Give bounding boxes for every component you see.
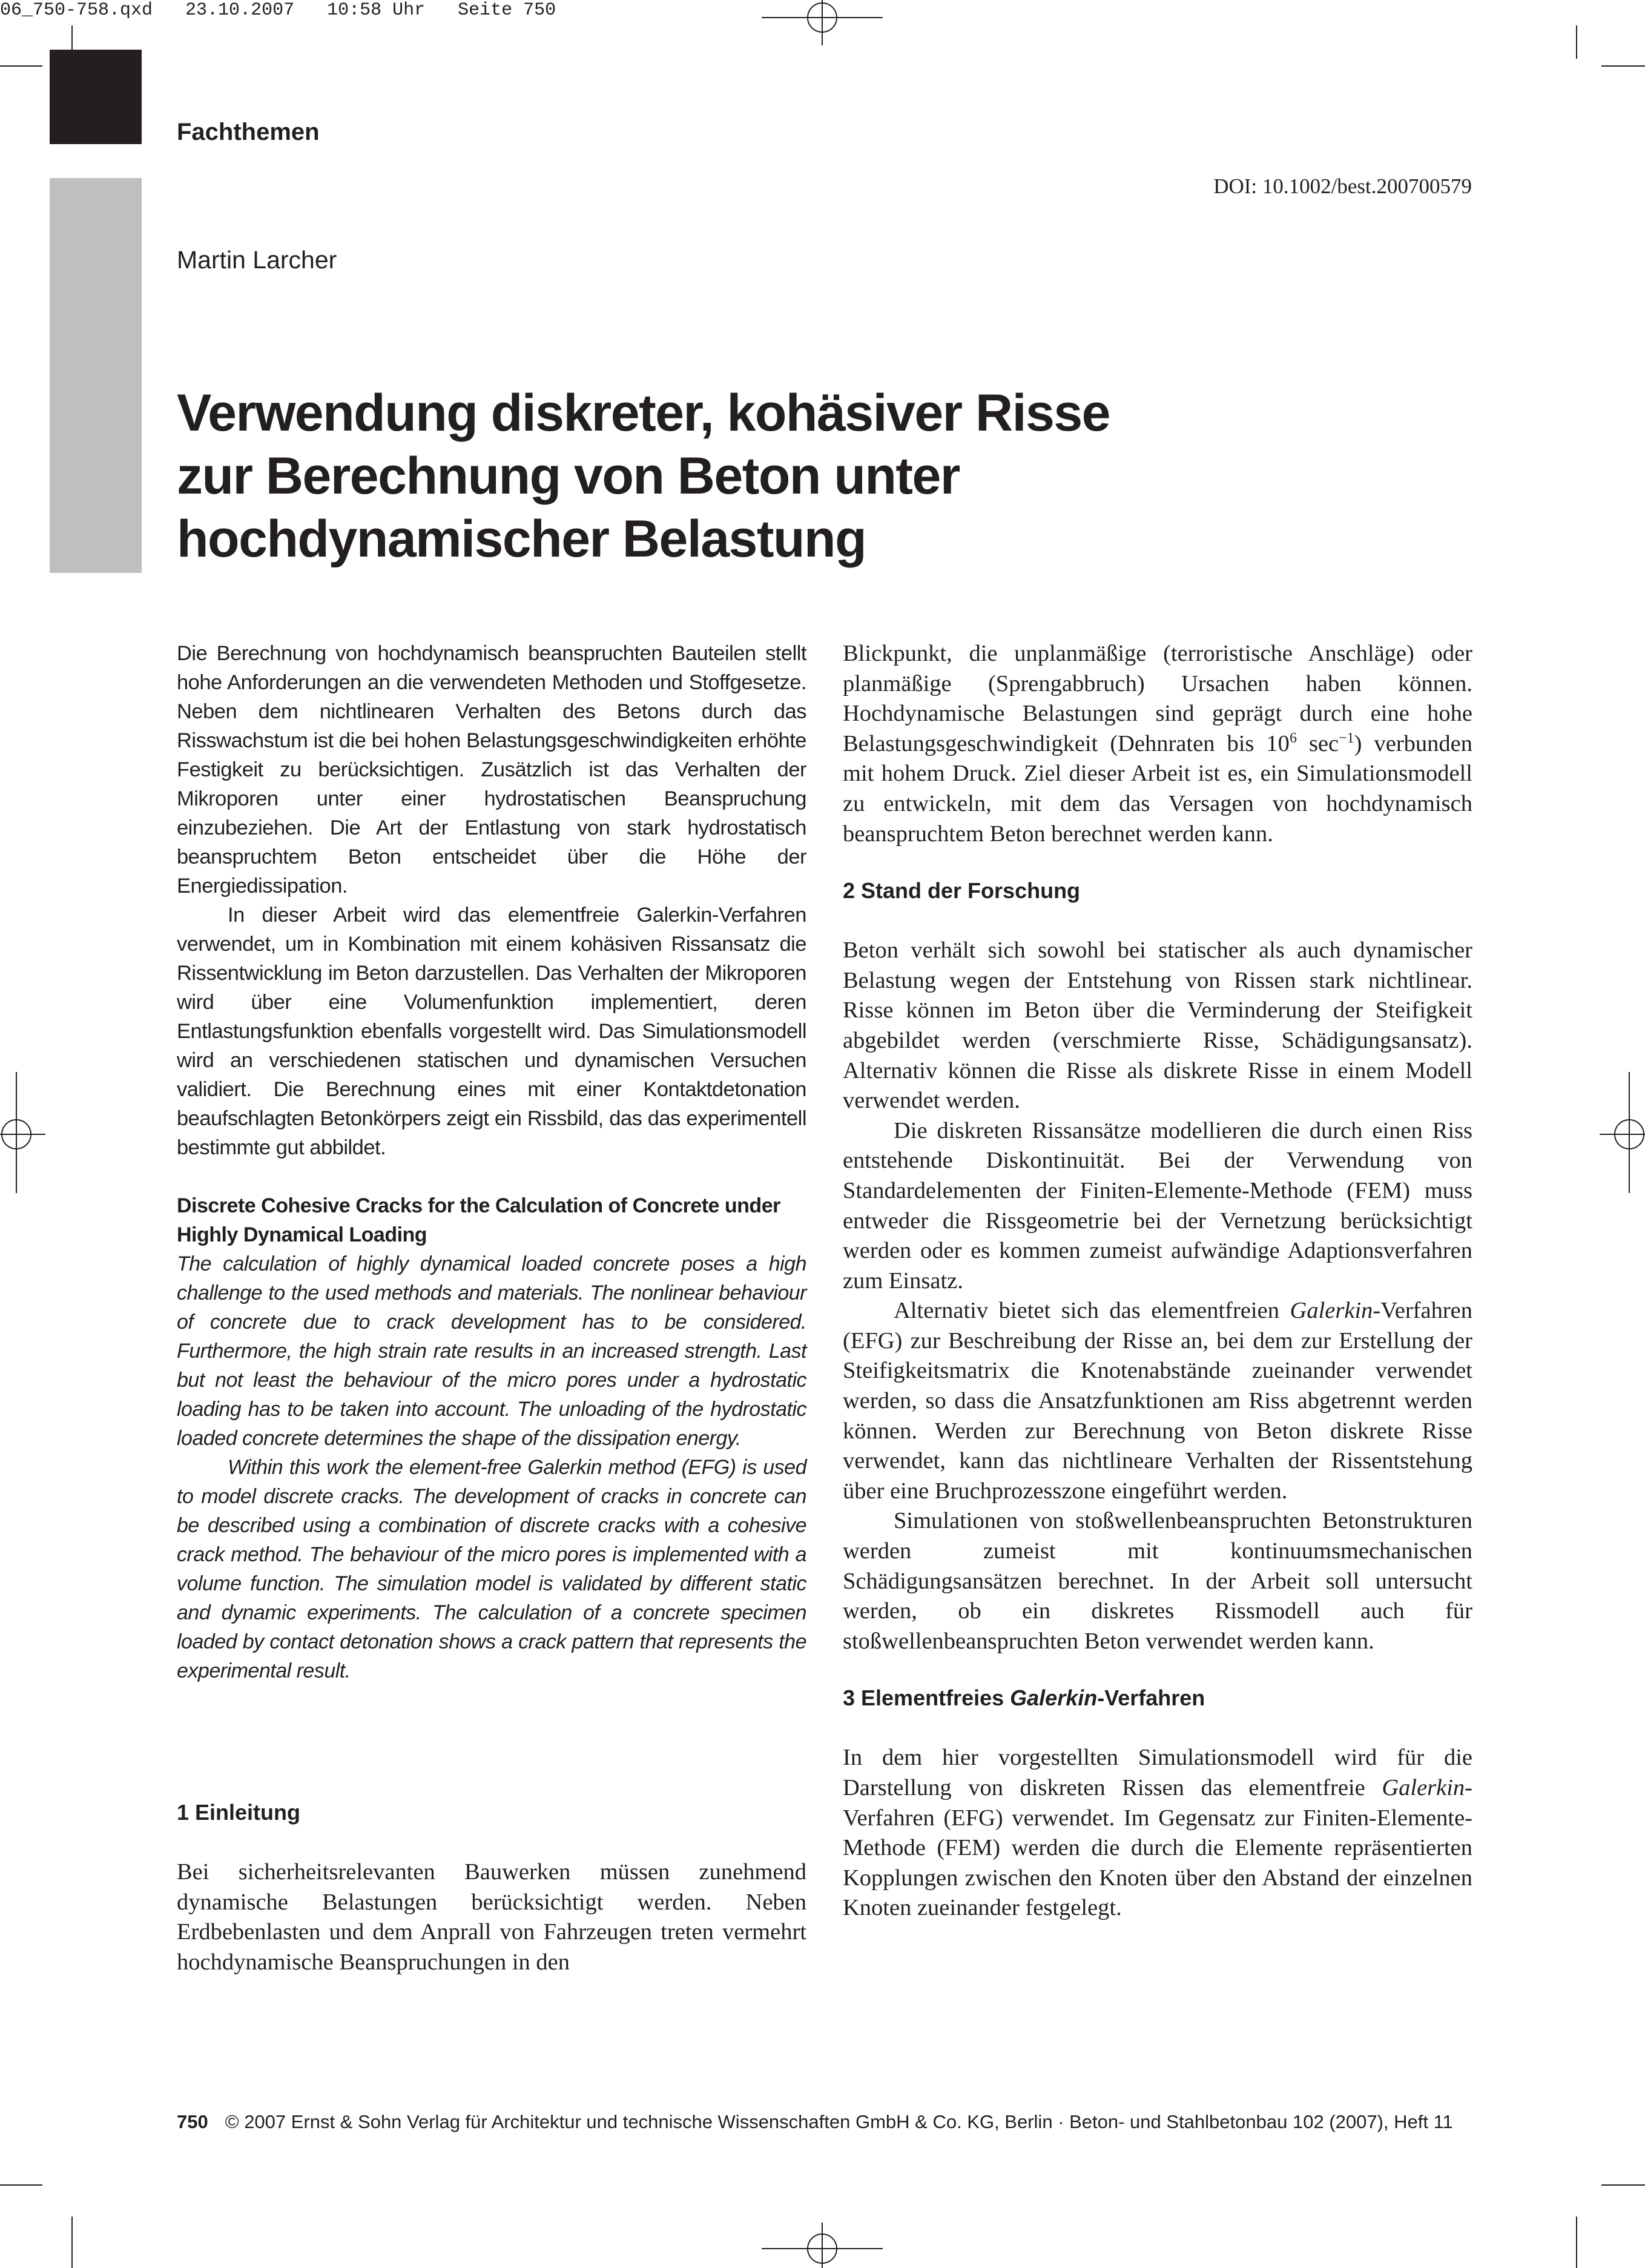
registration-target-icon bbox=[807, 2233, 837, 2264]
body-paragraph: In dem hier vorgestellten Simulationsmodell wird für die Darstellung von diskreten Rissen das elementfreie Galerkin-Verfahren (EFG) verwendet. Im Gegensatz zur Finiten-Elemente-Methode (FEM) werden die durch die Elemente repräsentierten Kopplungen zwischen den Knoten über den Abstand der einzelnen Knoten zueinander festgelegt. bbox=[843, 1745, 1472, 1921]
body-paragraph: Simulationen von stoßwellenbeanspruchten Betonstrukturen werden zumeist mit kontinuumsmechanischen Schädigungsansätzen berechnet. In der Arbeit soll untersucht werden, ob ein diskretes Rissmodell auch für stoßwellenbeanspruchten Beton verwendet werden kann. bbox=[843, 1508, 1472, 1654]
page-footer bbox=[177, 2111, 1453, 2133]
section-body bbox=[843, 639, 1472, 849]
crop-mark bbox=[0, 65, 42, 67]
crop-mark bbox=[71, 2217, 73, 2268]
title-line: Verwendung diskreter, kohäsiver Risse bbox=[177, 384, 1110, 442]
body-paragraph: Die diskreten Rissansätze modellieren die durch einen Riss entstehende Diskontinuität. Bei der Verwendung von Standardelementen der Finiten-Elemente-Methode (FEM) muss entweder die Rissgeometrie bei der Vernetzung berücksichtigt werden oder es kommen zumeist aufwändige Adaptionsverfahren zum Einsatz. bbox=[843, 1117, 1472, 1294]
abstract-german bbox=[177, 639, 806, 1162]
page-number: 750 bbox=[177, 2111, 208, 2132]
section-heading: 2 Stand der Forschung bbox=[843, 878, 1081, 904]
section-heading: 3 Elementfreies Galerkin-Verfahren bbox=[843, 1685, 1205, 1711]
article-title bbox=[177, 382, 1146, 570]
section-body bbox=[843, 1743, 1472, 1923]
abstract-english bbox=[177, 1249, 806, 1685]
abstract-paragraph: The calculation of highly dynamical loaded concrete poses a high challenge to the used methods and materials. The nonlinear behaviour of concrete due to crack development has to be considered. Furthermore, the high strain rate results in an increased strength. Last but not least the behaviour of the micro pores under a hydrostatic loading has to be taken into account. The unloading of the hydrostatic loaded concrete determines the shape of the dissipation energy. bbox=[177, 1252, 806, 1450]
crop-mark bbox=[1601, 65, 1645, 67]
title-line: zur Berechnung von Beton unter bbox=[177, 447, 960, 505]
registration-target-icon bbox=[1, 1119, 31, 1149]
crop-mark bbox=[1576, 2217, 1577, 2268]
section-body bbox=[177, 1857, 806, 1977]
title-line: hochdynamischer Belastung bbox=[177, 510, 866, 568]
doi: DOI: 10.1002/best.200700579 bbox=[1213, 174, 1472, 198]
crop-mark bbox=[0, 2184, 42, 2186]
section-heading: 1 Einleitung bbox=[177, 1800, 301, 1825]
right-column bbox=[843, 639, 1472, 1923]
body-paragraph: Bei sicherheitsrelevanten Bauwerken müssen zunehmend dynamische Belastungen berücksichtigt werden. Neben Erdbebenlasten und dem Anprall von Fahrzeugen treten vermehrt hochdynamische Beanspruchungen in den bbox=[177, 1859, 806, 1975]
footer-copyright: © 2007 Ernst & Sohn Verlag für Architektur und technische Wissenschaften GmbH & Co. KG, Berlin · Beton- und Stahlbetonbau 102 (2007), Heft 11 bbox=[225, 2111, 1453, 2132]
abstract-paragraph: Within this work the element-free Galerkin method (EFG) is used to model discrete cracks. The development of cracks in concrete can be described using a combination of discrete cracks with a cohesive crack method. The behaviour of the micro pores is implemented with a volume function. The simulation model is validated by different static and dynamic experiments. The calculation of a concrete specimen loaded by contact detonation shows a crack pattern that represents the experimental result. bbox=[177, 1456, 806, 1682]
registration-target-icon bbox=[1614, 1119, 1644, 1149]
title-side-bar bbox=[50, 178, 142, 573]
registration-target-icon bbox=[807, 2, 837, 33]
english-abstract-title: Discrete Cohesive Cracks for the Calculation of Concrete under Highly Dynamical Loading bbox=[177, 1194, 780, 1246]
crop-mark bbox=[1576, 25, 1577, 59]
abstract-paragraph: In dieser Arbeit wird das elementfreie Galerkin-Verfahren verwendet, um in Kombination mit einem kohäsiven Rissansatz die Rissentwicklung im Beton darzustellen. Das Verhalten der Mikroporen wird über eine Volumenfunktion implementiert, deren Entlastungsfunktion ebenfalls vorgestellt wird. Das Simulationsmodell wird an verschiedenen statischen und dynamischen Versuchen validiert. Die Berechnung eines mit einer Kontaktdetonation beaufschlagten Betonkörpers zeigt ein Rissbild, das das experimentell bestimmte gut abbildet. bbox=[177, 904, 806, 1159]
body-paragraph: Alternativ bietet sich das elementfreien Galerkin-Verfahren (EFG) zur Beschreibung der Risse an, bei dem zur Erstellung der Steifigkeitsmatrix die Knotenabstände zueinander verwendet werden, so dass die Ansatzfunktionen am Riss abgetrennt werden können. Werden zur Berechnung von Beton diskrete Risse verwendet, kann das nichtlineare Verhalten der Rissentstehung über eine Bruchprozesszone eingeführt werden. bbox=[843, 1298, 1472, 1504]
section-body bbox=[843, 936, 1472, 1656]
crop-mark bbox=[1601, 2184, 1645, 2186]
left-column bbox=[177, 639, 806, 1977]
section-label: Fachthemen bbox=[177, 119, 320, 145]
body-paragraph: Beton verhält sich sowohl bei statischer als auch dynamischer Belastung wegen der Entstehung von Rissen stark nichtlinear. Risse können im Beton über die Verminderung der Steifigkeit abgebildet werden (verschmierte Risse, Schädigungsansatz). Alternativ können die Risse als diskrete Risse in einem Modell verwendet werden. bbox=[843, 937, 1472, 1114]
print-slug: 06_750-758.qxd 23.10.2007 10:58 Uhr Seite 750 bbox=[0, 0, 556, 21]
abstract-paragraph: Die Berechnung von hochdynamisch beanspruchten Bauteilen stellt hohe Anforderungen an die verwendeten Methoden und Stoffgesetze. Neben dem nichtlinearen Verhalten des Betons durch das Risswachstum ist die bei hohen Belastungsgeschwindigkeiten erhöhte Festigkeit zu berücksichtigen. Zusätzlich ist das Verhalten der Mikroporen unter einer hydrostatischen Beanspruchung einzubeziehen. Die Art der Entlastung von stark hydrostatisch beanspruchtem Beton entscheidet über die Höhe der Energiedissipation. bbox=[177, 642, 806, 898]
section-marker-block bbox=[50, 50, 142, 144]
author: Martin Larcher bbox=[177, 246, 337, 274]
body-paragraph: Blickpunkt, die unplanmäßige (terroristische Anschläge) oder planmäßige (Sprengabbruch) Ursachen haben können. Hochdynamische Belastungen sind geprägt durch eine hohe Belastungsgeschwindigkeit (Dehnraten bis $10^6$ $\sec^{-1}$) verbunden mit hohem Druck. Ziel dieser Arbeit ist es, ein Simulationsmodell zu entwickeln, mit dem das Versagen von hochdynamisch beanspruchtem Beton berechnet werden kann. bbox=[843, 641, 1472, 847]
